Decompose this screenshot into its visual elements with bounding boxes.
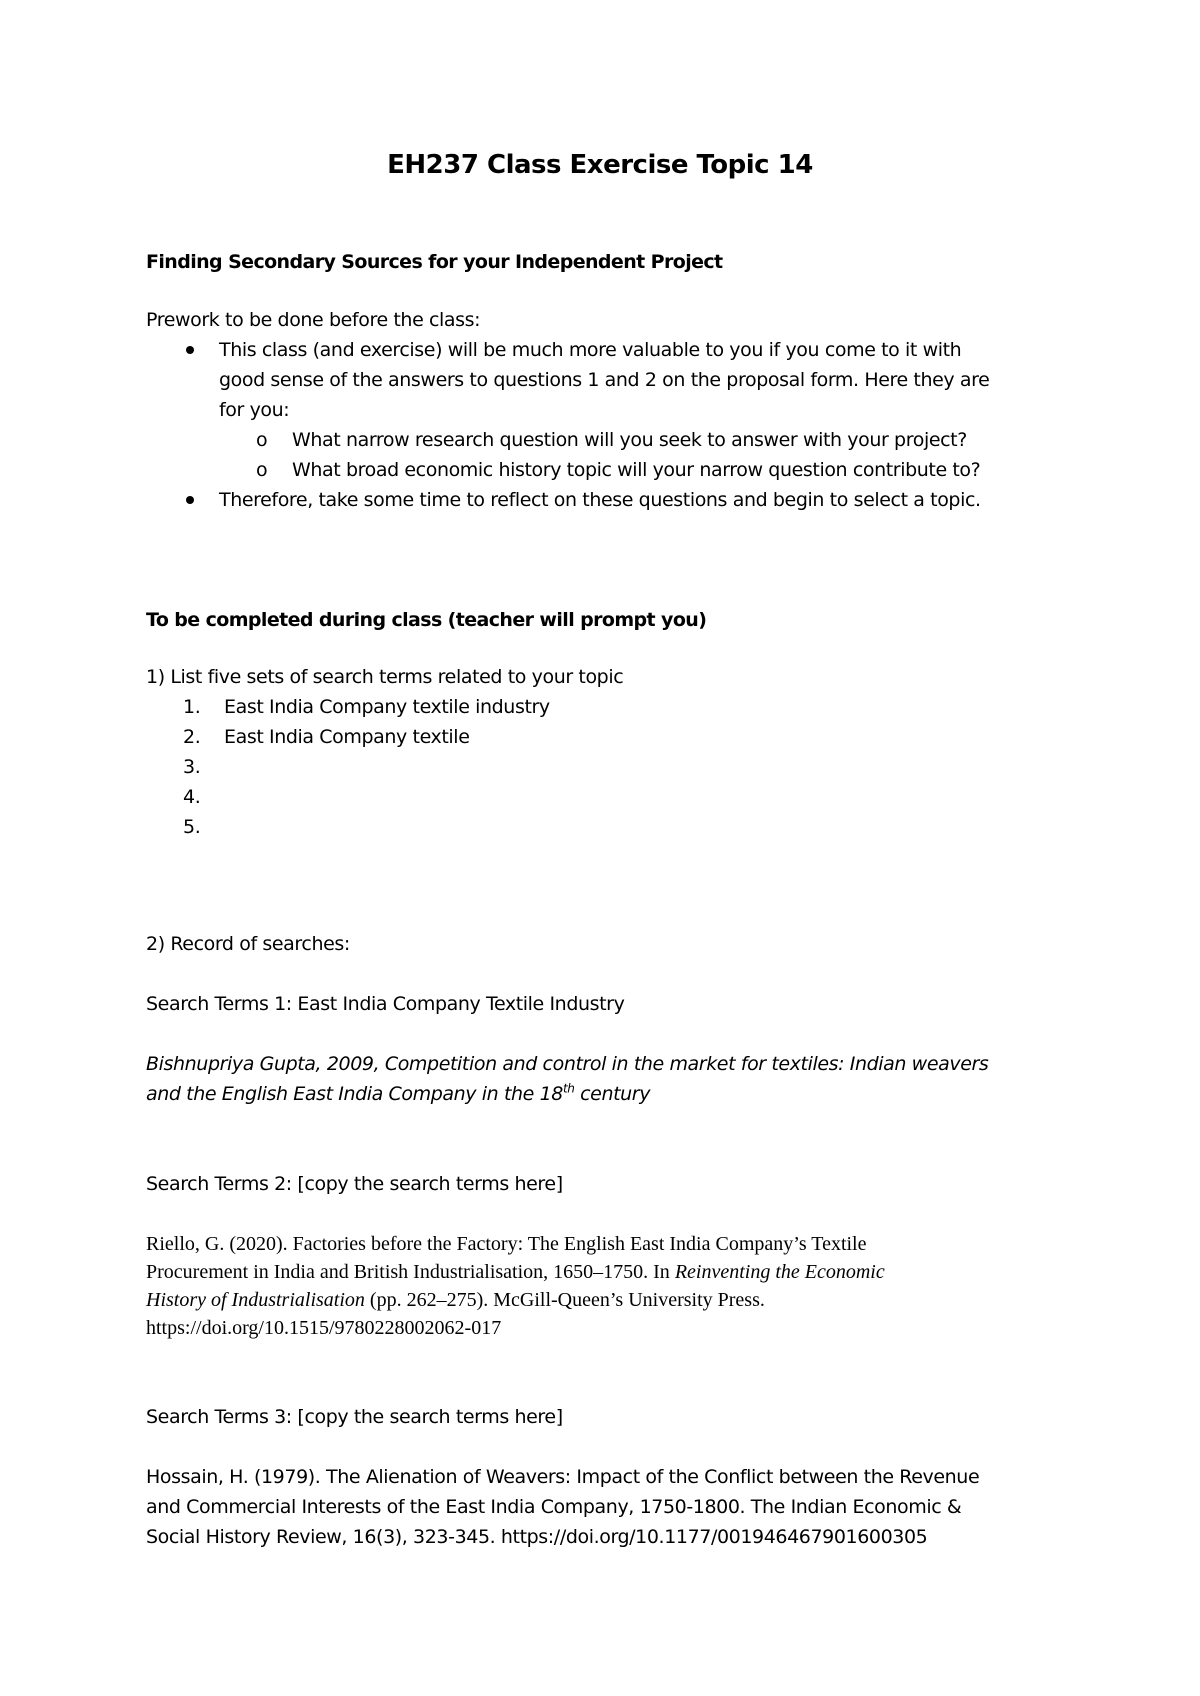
reference-superscript: th xyxy=(562,1081,575,1096)
search-term-number: 1. xyxy=(183,696,201,718)
reference-text: Procurement in India and British Industrialisation, 1650–1750. In xyxy=(146,1261,675,1283)
search-3-reference-line-2: and Commercial Interests of the East India Company, 1750-1800. The Indian Economic & xyxy=(146,1496,962,1518)
search-term-number: 3. xyxy=(183,756,201,778)
reference-book-title: History of Industrialisation xyxy=(146,1289,365,1311)
question-1-label: 1) List five sets of search terms related to your topic xyxy=(146,666,624,688)
search-1-reference-line-1: Bishnupriya Gupta, 2009, Competition and control in the market for textiles: Indian weavers xyxy=(146,1053,989,1075)
prework-intro: Prework to be done before the class: xyxy=(146,309,481,331)
bullet-icon xyxy=(186,496,194,504)
prework-bullet-2: Therefore, take some time to reflect on these questions and begin to select a topic. xyxy=(219,489,981,511)
section-heading-in-class: To be completed during class (teacher will prompt you) xyxy=(146,609,707,631)
prework-sub-item-1: What narrow research question will you seek to answer with your project? xyxy=(292,429,967,451)
question-2-label: 2) Record of searches: xyxy=(146,933,350,955)
reference-text: century xyxy=(574,1083,651,1105)
search-terms-2-label: Search Terms 2: [copy the search terms here] xyxy=(146,1173,563,1195)
search-1-reference-line-2 xyxy=(146,1079,650,1109)
reference-book-title: Reinventing the Economic xyxy=(674,1261,885,1283)
prework-bullet-1-line-3: for you: xyxy=(219,399,290,421)
search-terms-3-label: Search Terms 3: [copy the search terms here] xyxy=(146,1406,563,1428)
reference-text: (pp. 262–275). McGill-Queen’s University Press. xyxy=(364,1289,765,1311)
prework-bullet-1-line-2: good sense of the answers to questions 1 and 2 on the proposal form. Here they are xyxy=(219,369,990,391)
search-2-reference-line-3 xyxy=(146,1286,765,1314)
bullet-icon xyxy=(186,346,194,354)
search-2-reference-doi: https://doi.org/10.1515/9780228002062-017 xyxy=(146,1317,502,1339)
search-term-text: East India Company textile industry xyxy=(224,696,550,718)
search-3-reference-line-1: Hossain, H. (1979). The Alienation of Weavers: Impact of the Conflict between the Revenue xyxy=(146,1466,980,1488)
sub-bullet-marker: o xyxy=(256,459,268,481)
search-term-number: 5. xyxy=(183,816,201,838)
document-title: EH237 Class Exercise Topic 14 xyxy=(387,150,813,180)
reference-text: and the English East India Company in the 18 xyxy=(146,1083,563,1105)
sub-bullet-marker: o xyxy=(256,429,268,451)
search-2-reference-line-1: Riello, G. (2020). Factories before the Factory: The English East India Company’s Textile xyxy=(146,1233,867,1255)
section-heading-prework-topic: Finding Secondary Sources for your Independent Project xyxy=(146,251,723,273)
search-term-number: 2. xyxy=(183,726,201,748)
search-2-reference-line-2 xyxy=(146,1258,885,1286)
search-3-reference-line-3: Social History Review, 16(3), 323-345. https://doi.org/10.1177/001946467901600305 xyxy=(146,1526,928,1548)
search-term-number: 4. xyxy=(183,786,201,808)
search-terms-1-label: Search Terms 1: East India Company Textile Industry xyxy=(146,993,625,1015)
prework-sub-item-2: What broad economic history topic will your narrow question contribute to? xyxy=(292,459,981,481)
search-term-text: East India Company textile xyxy=(224,726,470,748)
prework-bullet-1-line-1: This class (and exercise) will be much more valuable to you if you come to it with xyxy=(219,339,962,361)
